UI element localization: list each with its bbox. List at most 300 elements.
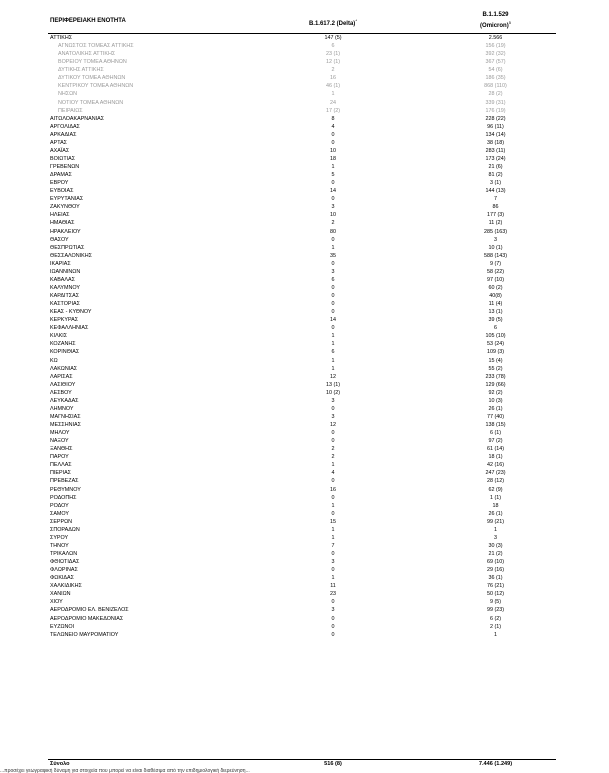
omicron-value: 144 (13) [485, 188, 506, 195]
delta-value: 0 [331, 180, 335, 187]
delta-value: 5 [331, 172, 335, 179]
region-name: ΕΒΡΟΥ [50, 180, 69, 187]
table-row [48, 115, 556, 123]
omicron-value: 233 (78) [485, 373, 506, 380]
region-name: ΕΥΡΥΤΑΝΙΑΣ [50, 196, 84, 203]
delta-value: 35 [330, 252, 336, 259]
delta-value: 17 (2) [325, 107, 341, 114]
delta-value: 23 (1) [325, 51, 341, 58]
table-row [48, 171, 556, 179]
table-row [48, 429, 556, 437]
region-name: ΤΡΙΚΑΛΩΝ [50, 551, 78, 557]
delta-value: 0 [331, 236, 335, 243]
omicron-value: 29 (16) [486, 567, 505, 574]
region-name: ΡΟΔΟΠΗΣ [50, 494, 77, 501]
table-row [48, 558, 556, 566]
omicron-value: 9 (7) [489, 260, 502, 267]
region-name: ΣΕΡΡΩΝ [50, 518, 73, 525]
region-name: ΔΥΤΙΚΗΣ ΑΤΤΙΚΗΣ [58, 67, 104, 74]
omicron-value: 76 (21) [486, 583, 505, 590]
delta-value: 0 [331, 567, 335, 574]
table-row [48, 292, 556, 300]
region-name: ΜΗΛΟΥ [50, 430, 70, 437]
table-row [48, 518, 556, 526]
delta-value: 2 [331, 220, 335, 227]
table-row [48, 195, 556, 203]
delta-value: 3 [331, 559, 335, 566]
region-name: ΚΕΝΤΡΙΚΟΥ ΤΟΜΕΑ ΑΘΗΝΩΝ [58, 83, 134, 90]
region-name: ΛΗΜΝΟΥ [50, 405, 74, 412]
omicron-value: 10 (1) [488, 244, 503, 251]
delta-value: 10 [330, 147, 336, 154]
region-name: ΝΗΣΩΝ [58, 91, 78, 98]
delta-value: 0 [331, 325, 335, 332]
table-row [48, 58, 556, 66]
table-row [48, 365, 556, 373]
delta-value: 1 [331, 502, 335, 509]
table-row [48, 598, 556, 606]
omicron-value: 134 (14) [485, 131, 506, 138]
region-name: ΣΥΡΟΥ [50, 534, 69, 541]
table-row [48, 316, 556, 324]
region-name: ΧΑΛΚΙΔΙΚΗΣ [50, 583, 82, 590]
delta-value: 6 [331, 43, 335, 50]
region-name: ΣΠΟΡΑΔΩΝ [50, 526, 80, 533]
table-header [48, 9, 556, 34]
delta-value: 0 [331, 494, 335, 501]
table-row [48, 477, 556, 485]
omicron-value: 283 (11) [485, 147, 506, 154]
omicron-value: 868 (110) [484, 83, 507, 90]
total-omicron: 7.446 (1.249) [478, 761, 513, 767]
table-row [48, 66, 556, 74]
omicron-value: 588 (143) [483, 252, 508, 259]
delta-value: 1 [331, 365, 335, 372]
region-name: ΧΙΟΥ [50, 599, 63, 606]
region-name: ΛΕΥΚΑΔΑΣ [50, 397, 79, 404]
region-name: ΠΡΕΒΕΖΑΣ [50, 478, 79, 485]
omicron-value: 30 (3) [488, 542, 503, 549]
table-row [48, 437, 556, 445]
region-name: ΙΩΑΝΝΙΝΩΝ [50, 268, 81, 275]
region-name: ΞΑΝΘΗΣ [50, 446, 73, 453]
region-name: ΠΑΡΟΥ [50, 454, 69, 461]
omicron-value: 186 (35) [485, 75, 506, 82]
omicron-value: 3 [494, 236, 497, 243]
omicron-value: 6 (2) [489, 615, 502, 622]
header-delta [278, 18, 388, 27]
delta-value: 1 [331, 575, 335, 582]
omicron-value: 42 (16) [486, 462, 505, 469]
delta-value: 16 [330, 486, 336, 493]
omicron-value: 247 (23) [485, 470, 506, 477]
omicron-value: 40(8) [489, 293, 502, 299]
table-row [48, 147, 556, 155]
table-row [48, 542, 556, 550]
omicron-value: 28 (2) [488, 91, 503, 98]
table-row [48, 421, 556, 429]
table-row [48, 340, 556, 348]
header-delta-label: B.1.617.2 (Delta) [308, 21, 356, 27]
table-row [48, 236, 556, 244]
region-name: ΛΑΡΙΣΑΣ [50, 373, 73, 380]
table-row [48, 107, 556, 115]
omicron-value: 55 (2) [488, 365, 503, 372]
omicron-value: 6 (1) [489, 430, 502, 437]
omicron-value: 54 (6) [488, 67, 503, 74]
region-name: ΠΕΙΡΑΙΩΣ [58, 107, 83, 114]
delta-value: 0 [331, 631, 335, 638]
region-name: ΗΛΕΙΑΣ [50, 212, 70, 219]
region-name: ΒΟΙΩΤΙΑΣ [50, 155, 76, 162]
region-name: ΓΡΕΒΕΝΩΝ [50, 164, 80, 170]
region-name: ΜΑΓΝΗΣΙΑΣ [50, 413, 81, 420]
delta-value: 4 [331, 123, 335, 130]
delta-value: 1 [331, 534, 335, 541]
delta-value: 0 [331, 139, 335, 146]
omicron-value: 177 (3) [486, 212, 505, 219]
region-name: ΛΑΚΩΝΙΑΣ [50, 365, 78, 372]
region-name: ΝΑΞΟΥ [50, 438, 69, 445]
omicron-value: 21 (2) [488, 551, 503, 557]
header-delta-sup: ⁴ [355, 18, 358, 23]
table-row [48, 526, 556, 534]
region-name: ΘΑΣΟΥ [50, 236, 69, 243]
omicron-value: 173 (24) [485, 155, 506, 162]
omicron-value: 62 (9) [488, 486, 503, 493]
omicron-value: 38 (18) [486, 139, 505, 146]
region-name: ΡΟΔΟΥ [50, 502, 69, 509]
omicron-value: 69 (10) [486, 559, 505, 566]
table-row [48, 260, 556, 268]
delta-value: 1 [331, 526, 335, 533]
omicron-value: 97 (10) [486, 276, 505, 283]
region-name: ΑΡΤΑΣ [50, 139, 68, 146]
region-name: ΑΕΡΟΔΡΟΜΙΟ ΜΑΚΕΔΟΝΙΑΣ [50, 615, 124, 622]
delta-value: 8 [331, 115, 335, 122]
omicron-value: 92 (2) [488, 389, 503, 396]
omicron-value: 81 (2) [488, 172, 503, 179]
omicron-value: 18 [492, 502, 499, 509]
delta-value: 46 (1) [325, 83, 341, 90]
omicron-value: 53 (24) [486, 341, 505, 348]
delta-value: 18 [330, 155, 336, 162]
delta-value: 14 [330, 188, 336, 195]
table-row [48, 324, 556, 332]
region-name: ΚΙΛΚΙΣ [50, 333, 68, 340]
table-row [48, 397, 556, 405]
omicron-value: 28 (12) [486, 478, 505, 485]
table-row [48, 50, 556, 58]
delta-value: 1 [331, 91, 335, 98]
region-name: ΑΝΑΤΟΛΙΚΗΣ ΑΤΤΙΚΗΣ [58, 51, 116, 58]
table-row [48, 381, 556, 389]
table-row [48, 228, 556, 236]
region-name: ΠΙΕΡΙΑΣ [50, 470, 72, 477]
delta-value: 0 [331, 615, 335, 622]
region-name: ΘΕΣΠΡΩΤΙΑΣ [50, 244, 85, 251]
table-row [48, 445, 556, 453]
omicron-value: 60 (2) [488, 284, 503, 291]
omicron-value: 1 (1) [489, 494, 502, 501]
omicron-value: 228 (22) [485, 115, 506, 122]
table-row [48, 308, 556, 316]
region-name: ΤΗΝΟΥ [50, 542, 69, 549]
header-omicron-line1: B.1.1.529 [482, 12, 509, 18]
omicron-value: 1 [494, 526, 497, 533]
region-name: ΤΕΛΩΝΕΙΟ ΜΑΥΡΟΜΑΤΙΟΥ [50, 631, 119, 638]
delta-value: 0 [331, 301, 335, 308]
delta-value: 3 [331, 397, 335, 404]
delta-value: 0 [331, 430, 335, 437]
delta-value: 0 [331, 284, 335, 291]
region-name: ΔΡΑΜΑΣ [50, 172, 72, 179]
omicron-value: 10 (3) [488, 397, 503, 404]
delta-value: 4 [331, 470, 335, 477]
header-omicron-sup: 5 [508, 20, 511, 25]
table-row [48, 405, 556, 413]
omicron-value: 105 (10) [485, 333, 506, 340]
omicron-value: 11 (4) [488, 301, 503, 308]
delta-value: 13 (1) [325, 381, 341, 388]
omicron-value: 6 [494, 325, 497, 332]
table-row [48, 276, 556, 284]
region-name: ΡΕΘΥΜΝΟΥ [50, 486, 81, 493]
table-row [48, 550, 556, 558]
region-name: ΚΑΣΤΟΡΙΑΣ [50, 301, 80, 308]
delta-value: 0 [331, 293, 335, 299]
delta-value: 1 [331, 244, 335, 251]
region-name: ΑΓΝΩΣΤΟΣ ΤΟΜΕΑΣ ΑΤΤΙΚΗΣ [58, 43, 134, 50]
table-row [48, 582, 556, 590]
omicron-value: 86 [492, 204, 499, 211]
table-row [48, 357, 556, 365]
table-row [48, 486, 556, 494]
delta-value: 3 [331, 413, 335, 420]
table-row [48, 90, 556, 98]
total-label: Σύνολο [50, 761, 70, 767]
table-row [48, 268, 556, 276]
delta-value: 147 (5) [324, 35, 342, 41]
region-name: ΠΕΛΛΑΣ [50, 462, 72, 469]
omicron-value: 77 (40) [486, 413, 505, 420]
delta-value: 6 [331, 349, 335, 356]
delta-value: 0 [331, 405, 335, 412]
delta-value: 2 [331, 446, 335, 453]
delta-value: 1 [331, 462, 335, 469]
region-name: ΕΥΖΩΝΟΙ [50, 623, 75, 630]
omicron-value: 50 (12) [486, 591, 505, 598]
omicron-value: 99 (23) [486, 607, 505, 614]
delta-value: 0 [331, 623, 335, 630]
omicron-value: 138 (15) [485, 422, 506, 428]
delta-value: 24 [330, 99, 336, 106]
region-name: ΛΑΣΙΘΙΟΥ [50, 381, 76, 388]
delta-value: 3 [331, 204, 335, 211]
total-delta: 516 (8) [324, 761, 342, 767]
omicron-value: 2 (1) [489, 623, 502, 630]
table-row [48, 42, 556, 50]
omicron-value: 339 (31) [485, 99, 506, 106]
table-row [48, 469, 556, 477]
region-name: ΚΑΒΑΛΑΣ [50, 276, 75, 283]
table-row [48, 453, 556, 461]
table-row [48, 348, 556, 356]
delta-value: 1 [331, 357, 335, 364]
delta-value: 1 [331, 164, 335, 170]
omicron-value: 97 (2) [488, 438, 503, 445]
delta-value: 16 [330, 75, 336, 82]
header-region: ΠΕΡΙΦΕΡΕΙΑΚΗ ΕΝΟΤΗΤΑ [50, 18, 126, 24]
table-row [48, 252, 556, 260]
region-name: ΙΚΑΡΙΑΣ [50, 260, 71, 267]
delta-value: 0 [331, 131, 335, 138]
region-name: ΑΙΤΩΛΟΑΚΑΡΝΑΝΙΑΣ [50, 115, 105, 122]
omicron-value: 26 (1) [488, 510, 503, 517]
omicron-value: 9 (5) [489, 599, 502, 606]
region-name: ΕΥΒΟΙΑΣ [50, 188, 74, 195]
table-row [48, 413, 556, 421]
delta-value: 10 [330, 212, 336, 219]
omicron-value: 3 [494, 534, 497, 541]
delta-value: 10 (2) [325, 389, 341, 396]
region-name: ΦΘΙΩΤΙΔΑΣ [50, 559, 80, 566]
omicron-value: 61 (14) [486, 446, 505, 453]
omicron-value: 3 (1) [489, 180, 502, 187]
omicron-value: 176 (19) [485, 107, 506, 114]
region-name: ΘΕΣΣΑΛΟΝΙΚΗΣ [50, 252, 92, 259]
footnote: ...προσέχει γεωγραφική δύναμη για στοιχεία που μπορεί να είναι διαθέσιμα από την επιδημιολογική διερεύνηση... [0, 768, 250, 773]
region-name: ΦΛΩΡΙΝΑΣ [50, 567, 78, 574]
region-name: ΚΑΛΥΜΝΟΥ [50, 284, 80, 291]
omicron-value: 99 (21) [486, 518, 505, 525]
delta-value: 12 [330, 373, 336, 380]
table-row [48, 566, 556, 574]
delta-value: 0 [331, 438, 335, 445]
region-name: ΗΜΑΘΙΑΣ [50, 220, 75, 227]
delta-value: 0 [331, 551, 335, 557]
delta-value: 11 [330, 583, 336, 590]
region-name: ΑΡΚΑΔΙΑΣ [50, 131, 77, 138]
table-row [48, 606, 556, 614]
table-row [48, 502, 556, 510]
table-row [48, 300, 556, 308]
table-body [48, 34, 556, 639]
table-row [48, 590, 556, 598]
delta-value: 23 [330, 591, 336, 598]
table-row [48, 211, 556, 219]
delta-value: 0 [331, 309, 335, 316]
delta-value: 3 [331, 607, 335, 614]
delta-value: 0 [331, 478, 335, 485]
region-name: ΚΕΦΑΛΛΗΝΙΑΣ [50, 325, 89, 332]
delta-value: 2 [331, 454, 335, 461]
table-row [48, 461, 556, 469]
omicron-value: 2.566 [488, 35, 503, 41]
table-row [48, 34, 556, 42]
region-name: ΣΑΜΟΥ [50, 510, 70, 517]
omicron-value: 18 (1) [488, 454, 503, 461]
region-name: ΚΕΑΣ - ΚΥΘΝΟΥ [50, 309, 92, 316]
region-name: ΚΕΡΚΥΡΑΣ [50, 317, 79, 324]
table-row [48, 534, 556, 542]
region-name: ΧΑΝΙΩΝ [50, 591, 71, 598]
delta-value: 1 [331, 341, 335, 348]
table-row [48, 244, 556, 252]
table-row [48, 219, 556, 227]
omicron-value: 96 (11) [487, 123, 504, 130]
header-omicron-line2: (Omicron) [480, 23, 509, 29]
delta-value: 2 [331, 67, 335, 74]
omicron-value: 285 (163) [483, 228, 508, 235]
delta-value: 14 [330, 317, 336, 324]
delta-value: 12 [330, 422, 336, 428]
omicron-value: 21 (6) [488, 164, 503, 170]
delta-value: 1 [331, 333, 335, 340]
delta-value: 0 [331, 510, 335, 517]
region-name: ΑΤΤΙΚΗΣ [50, 35, 73, 41]
omicron-value: 11 (2) [488, 220, 503, 227]
omicron-value: 7 [494, 196, 497, 203]
table-row [48, 623, 556, 631]
delta-value: 80 [330, 228, 336, 235]
region-name: ΒΟΡΕΙΟΥ ΤΟΜΕΑ ΑΘΗΝΩΝ [58, 59, 127, 66]
omicron-value: 156 (19) [485, 43, 506, 50]
table-row [48, 203, 556, 211]
region-name: ΦΩΚΙΔΑΣ [50, 575, 74, 582]
table-row [48, 510, 556, 518]
table-row [48, 123, 556, 131]
delta-value: 12 (1) [325, 59, 341, 66]
omicron-value: 39 (5) [488, 317, 503, 324]
omicron-value: 392 (32) [485, 51, 506, 58]
delta-value: 3 [331, 268, 335, 275]
omicron-value: 1 [494, 631, 497, 638]
omicron-value: 15 (4) [488, 357, 503, 364]
table-row [48, 131, 556, 139]
omicron-value: 109 (3) [486, 349, 505, 356]
table-row [48, 574, 556, 582]
region-name: ΝΟΤΙΟΥ ΤΟΜΕΑ ΑΘΗΝΩΝ [58, 99, 124, 106]
region-name: ΑΕΡΟΔΡΟΜΙΟ ΕΛ. ΒΕΝΙΖΕΛΟΣ [50, 607, 129, 614]
delta-value: 0 [331, 196, 335, 203]
region-name: ΚΟΡΙΝΘΙΑΣ [50, 349, 80, 356]
omicron-value: 36 (1) [488, 575, 503, 582]
delta-value: 0 [331, 599, 335, 606]
region-name: ΖΑΚΥΝΘΟΥ [50, 204, 80, 211]
omicron-value: 367 (57) [485, 59, 506, 66]
region-name: ΚΩ [50, 357, 58, 364]
omicron-value: 26 (1) [488, 405, 503, 412]
delta-value: 15 [330, 518, 336, 525]
table-row [48, 139, 556, 147]
table-row [48, 615, 556, 623]
region-name: ΜΕΣΣΗΝΙΑΣ [50, 422, 81, 428]
table-row [48, 82, 556, 90]
omicron-value: 13 (1) [488, 309, 503, 316]
region-name: ΚΟΖΑΝΗΣ [50, 341, 76, 348]
table-row [48, 373, 556, 381]
delta-value: 6 [331, 276, 335, 283]
table-row [48, 155, 556, 163]
region-name: ΛΕΣΒΟΥ [50, 389, 72, 396]
region-name: ΑΡΓΟΛΙΔΑΣ [50, 123, 80, 130]
omicron-value: 58 (22) [486, 268, 505, 275]
table-row [48, 389, 556, 397]
delta-value: 0 [331, 260, 335, 267]
region-name: ΚΑΡΔΙΤΣΑΣ [50, 293, 80, 299]
table-row [48, 332, 556, 340]
